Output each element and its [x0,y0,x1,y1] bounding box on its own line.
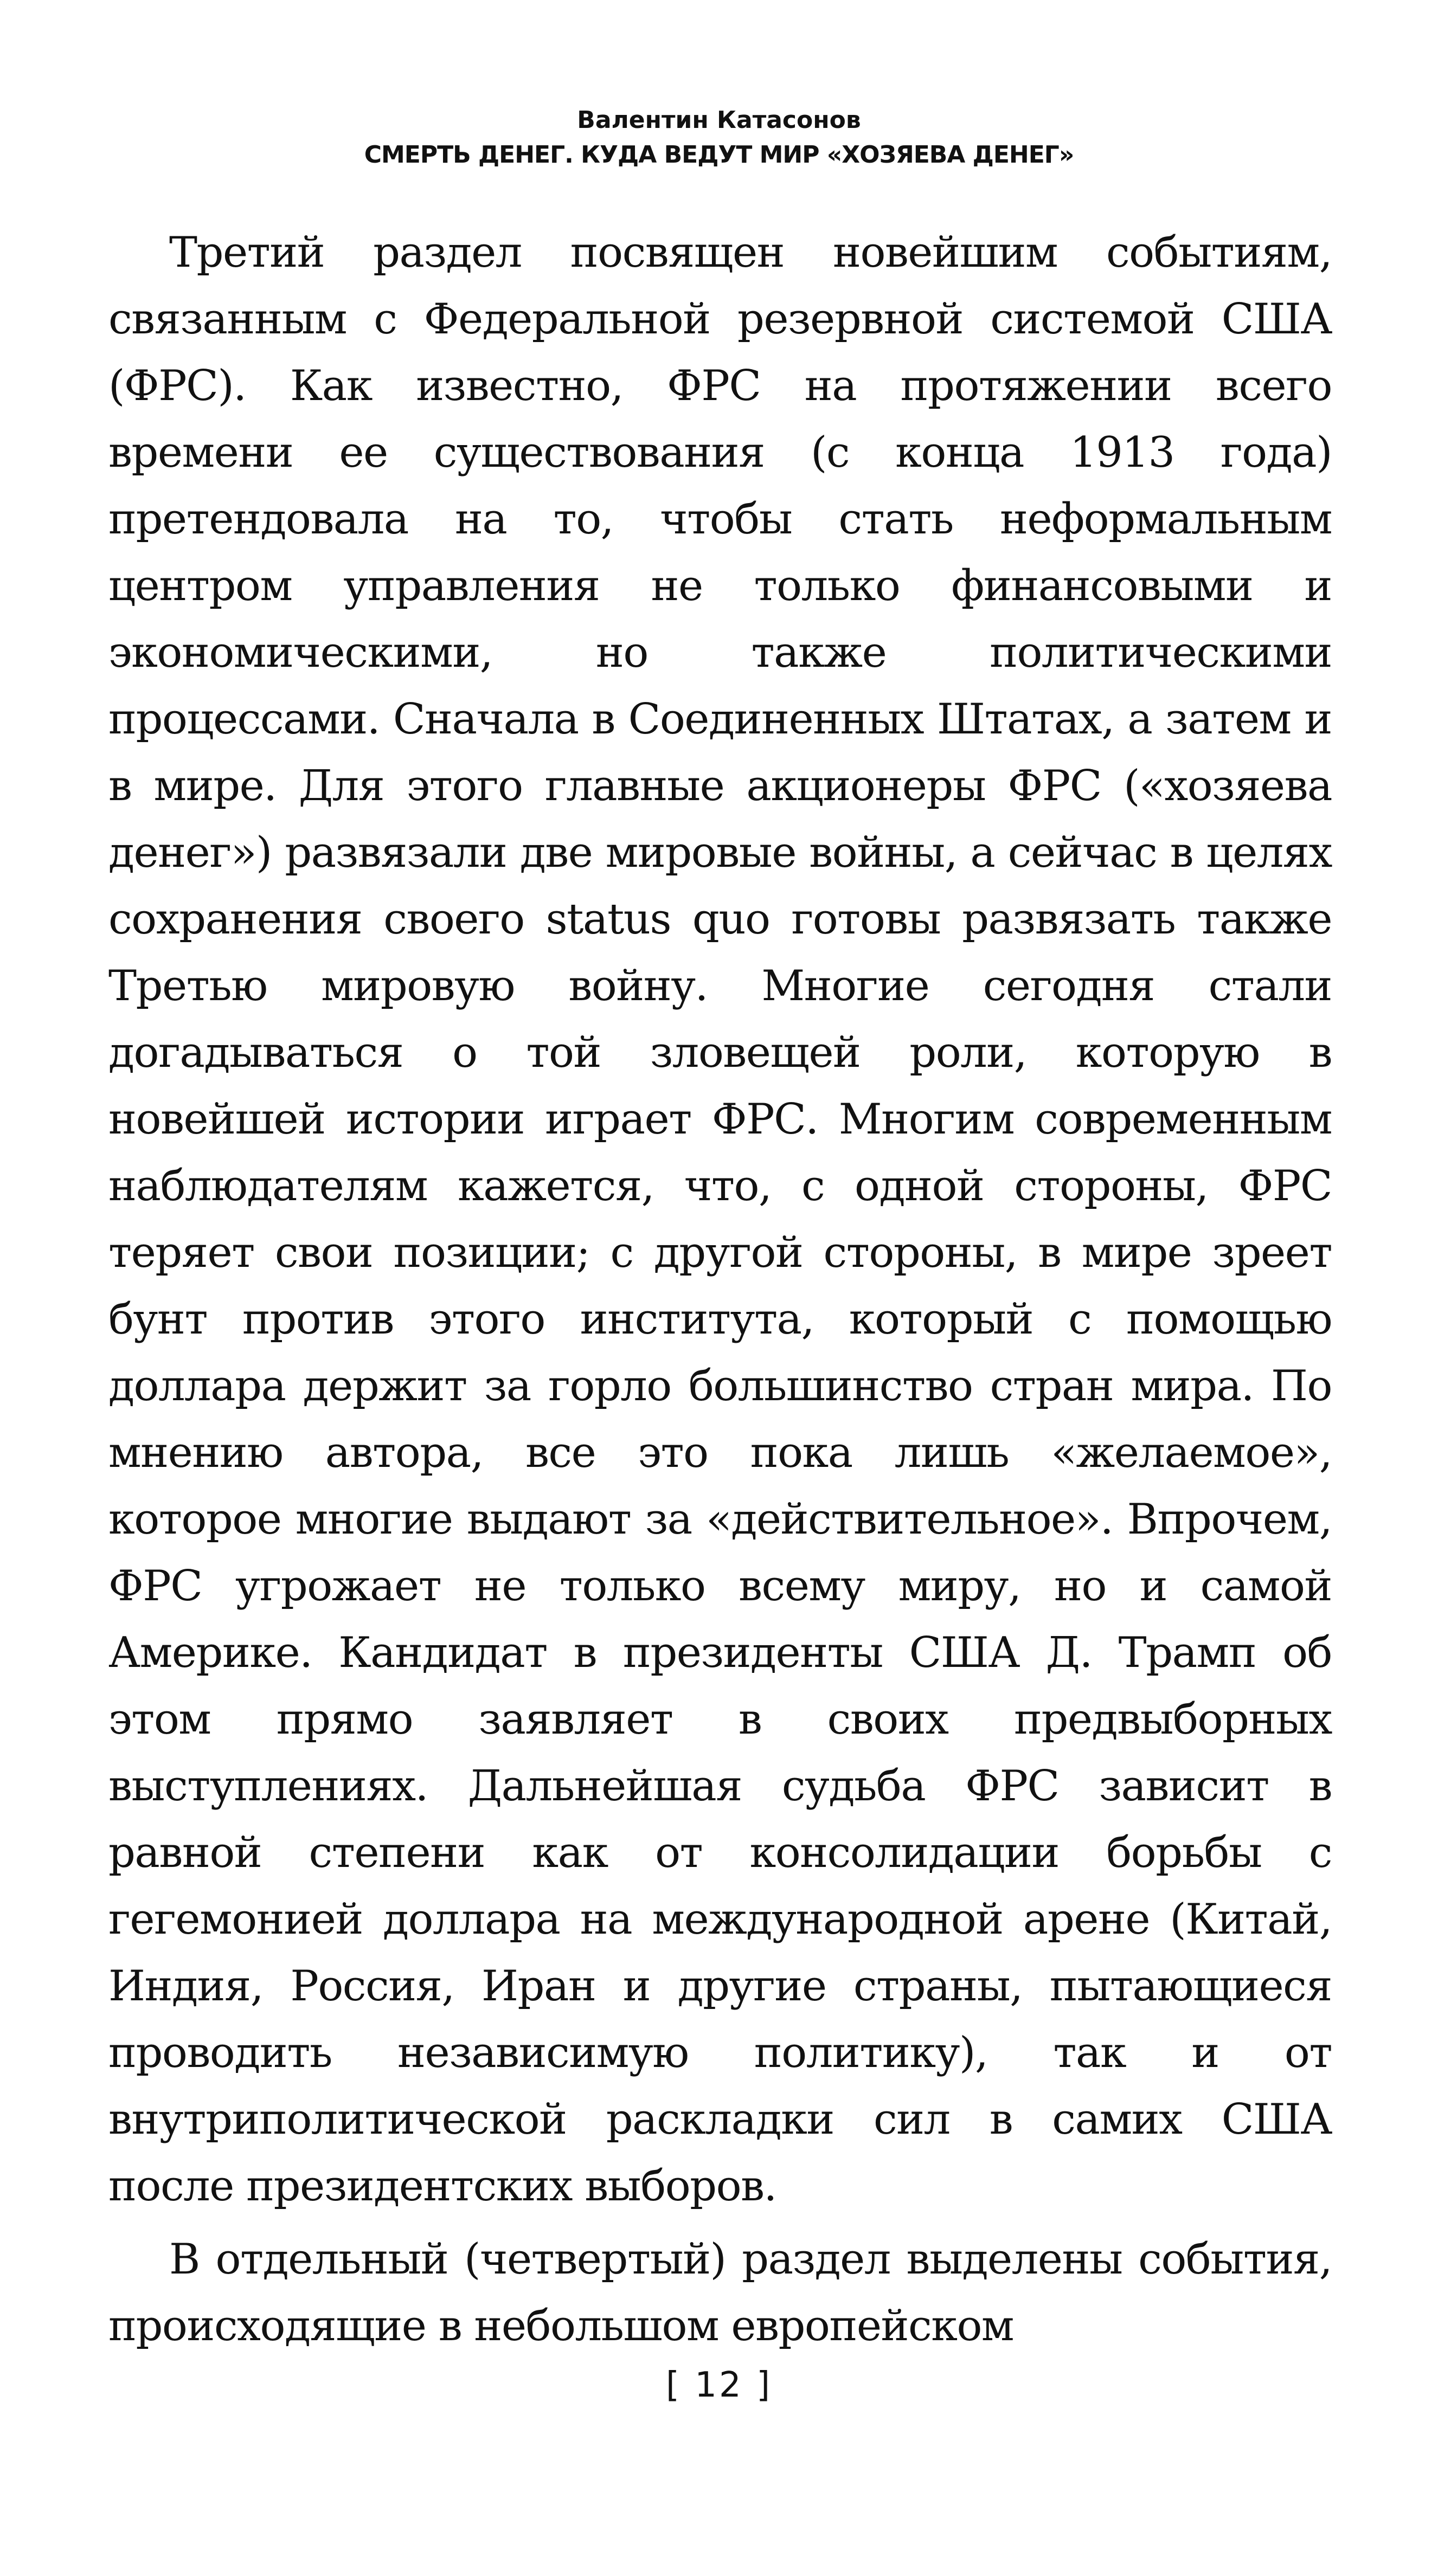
header-author: Валентин Катасонов [577,106,861,134]
paragraph: В отдельный (четвертый) раздел выделены события, происходящие в небольшом европейском [108,2235,1332,2350]
header-book-title: СМЕРТЬ ДЕНЕГ. КУДА ВЕДУТ МИР «ХОЗЯЕВА ДЕНЕГ» [364,141,1074,169]
body-text [108,220,1332,2360]
paragraph: Третий раздел посвящен новейшим событиям, связанным с Федеральной резервной системой США (ФРС). Как известно, ФРС на протяжении всего времени ее существования (с конца 1913 года) претендовала на то, чтобы стать неформальным центром управления не только финансовыми и экономическими, но также политическими процессами. Сначала в Соединенных Штатах, а затем и в мире. Для этого главные акционеры ФРС («хозяева денег») развязали две мировые войны, а сейчас в целях сохранения своего status quo готовы развязать также Третью мировую войну. Многие сегодня стали догадываться о той зловещей роли, которую в новейшей истории играет ФРС. Многим современным наблюдателям кажется, что, с одной стороны, ФРС теряет свои позиции; с другой стороны, в мире зреет бунт против этого института, который с помощью доллара держит за горло большинство стран мира. По мнению автора, все это пока лишь «желаемое», которое многие выдают за «действительное». Впрочем, ФРС угрожает не только всему миру, но и самой Америке. Кандидат в президенты США Д. Трамп об этом прямо заявляет в своих предвыборных выступлениях. Дальнейшая судьба ФРС зависит в равной степени как от консолидации борьбы с гегемонией доллара на международной арене (Китай, Индия, Россия, Иран и другие страны, пытающиеся проводить независимую политику), так и от внутриполитической раскладки сил в самих США после президентских выборов. [108,228,1332,2211]
page-number: [ 12 ] [665,2365,773,2405]
running-head [0,103,1438,172]
